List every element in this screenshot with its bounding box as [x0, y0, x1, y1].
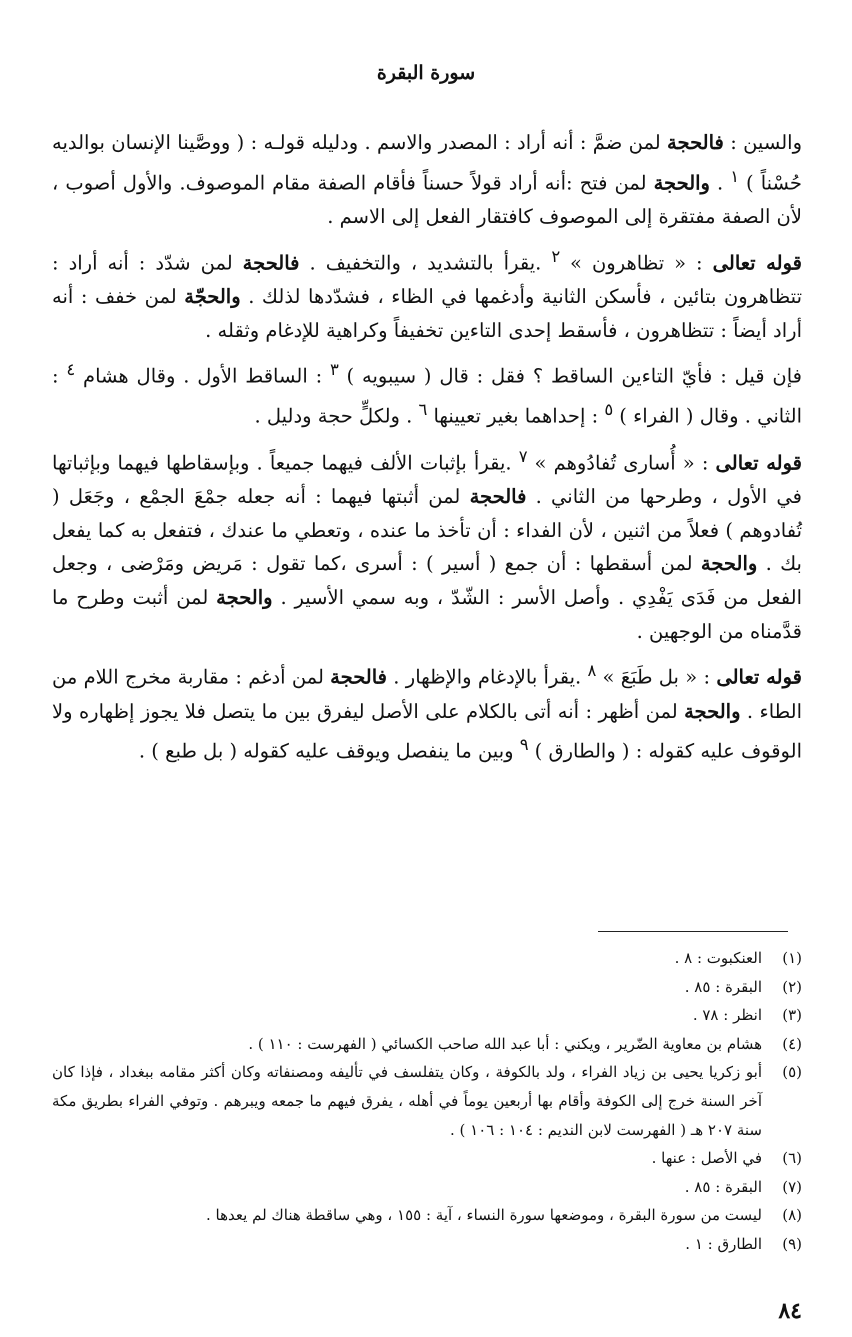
- keyword-hujja: فالحجة: [242, 251, 300, 275]
- footnote-6: [52, 1144, 802, 1173]
- keyword-hujja: والحجة: [700, 552, 758, 576]
- footnote-text: هشام بن معاوية الضّرير ، ويكني : أبا عبد الله صاحب الكسائي ( الفهرست : ١١٠ ) .: [248, 1034, 762, 1053]
- footnote-text: الطارق : ١ .: [685, 1234, 762, 1253]
- footnote-2: [52, 973, 802, 1002]
- footnote-text: أبو زكريا يحيى بن زياد الفراء ، ولد بالكوفة ، وكان يتفلسف في تأليفه ومصنفاته وكان أكثر مقامه ببغداد ، فإذا كان آخر السنة خرج إلى الكوفة وأقام بها أربعين يوماً في أهله ، يفرق فيهم ما جمعه ويبرهم . وتوفي الفراء بطريق مكة سنة ٢٠٧ هـ ( الفهرست لابن النديم : ١٠٤ : ١٠٦ ) .: [52, 1063, 762, 1139]
- keyword-hujja: والحجة: [684, 699, 741, 723]
- keyword-hujja: والحجة: [653, 171, 710, 195]
- footnote-ref: ٥: [604, 400, 614, 420]
- paragraph-2: قوله تعالى : « تظاهرون » $^٢$ .يقرأ بالتشديد ، والتخفيف . فالحجة لمن شدّد : أنه أراد : تتظاهرون بتائين ، فأسكن الثانية وأدغمها في الظاء ، فشدّدها لذلك . والحجّة لمن خفف : أنه أراد أيضاً : تتظاهرون ، فأسقط إحدى التاءين تخفيفاً وكراهية للإدغام وثقله .: [52, 246, 802, 342]
- keyword-hujja: فالحجة: [330, 665, 388, 689]
- footnote-divider: [598, 931, 788, 932]
- footnote-number: (٤): [782, 1034, 802, 1053]
- keyword-qawluhu: قوله تعالى: [712, 251, 802, 275]
- footnote-ref: ١: [730, 166, 739, 186]
- footnote-5: [52, 1058, 802, 1144]
- footnotes: [52, 944, 802, 1259]
- keyword-hujja: والحجّة: [184, 284, 241, 308]
- footnote-ref: ٣: [329, 360, 339, 380]
- footnote-ref: ٢: [551, 246, 561, 266]
- paragraph-5: قوله تعالى : « بل طَبَعَ » $^٨$ .يقرأ بالإدغام والإظهار . فالحجة لمن أدغم : مقاربة مخرج اللام من الطاء . والحجة لمن أظهر : أنه أتى بالكلام على الأصل ليفرق بين ما يتصل فلا يجوز إظهاره ولا الوقوف عليه كقوله : ( والطارق ) $^٩$ وبين ما ينفصل ويوقف عليه كقوله ( بل طبع ) .: [52, 661, 802, 763]
- footnote-number: (٦): [782, 1149, 802, 1168]
- footnote-ref: ٨: [587, 661, 597, 681]
- footnote-8: [52, 1201, 802, 1230]
- footnote-text: البقرة : ٨٥ .: [684, 1177, 762, 1196]
- footnote-text: في الأصل : عنها .: [651, 1149, 762, 1168]
- footnote-text: البقرة : ٨٥ .: [684, 977, 762, 996]
- paragraph-3: فإن قيل : فأيّ التاءين الساقط ؟ فقل : قال ( سيبويه ) $^٣$ : الساقط الأول . وقال هشام $^٤$ : الثاني . وقال ( الفراء ) $^٥$ : إحداهما بغير تعيينها $^٦$ . ولكلٍّ حجة ودليل .: [52, 360, 802, 428]
- footnote-number: (١): [782, 949, 802, 967]
- main-text: [52, 126, 802, 774]
- footnote-text: ليست من سورة البقرة ، وموضعها سورة النساء ، آية : ١٥٥ ، وهي ساقطة هناك لم يعدها .: [206, 1206, 762, 1225]
- footnote-ref: ٧: [518, 446, 528, 466]
- running-head-title: سورة البقرة: [376, 62, 476, 84]
- footnote-text: انظر : ٧٨ .: [692, 1006, 762, 1025]
- footnote-number: (٢): [782, 977, 802, 996]
- footnote-ref: ٦: [418, 400, 428, 420]
- footnote-number: (٨): [782, 1206, 802, 1225]
- footnote-number: (٧): [782, 1177, 802, 1196]
- keyword-hujja: فالحجة: [667, 131, 724, 154]
- footnote-number: (٩): [782, 1234, 802, 1253]
- paragraph-4: قوله تعالى : « أُسارى تُفادُوهم » $^٧$ .يقرأ بإثبات الألف فيهما جميعاً . وبإسقاطها فيهما وبإثباتها في الأول ، وطرحها من الثاني . فالحجة لمن أثبتها فيهما : أنه جعله جمْعَ الجمْع ، وجَعَل ( تُفادوهم ) فعلاً من اثنين ، لأن الفداء : أن تأخذ ما عنده ، وتعطي ما عندك ، فتفعل به كما يفعل بك . والحجة لمن أسقطها : أن جمع ( أسير ) : أسرى ،كما تقول : مَريض ومَرْضى ، وجعل الفعل من فَدَى يَفْدِي . وأصل الأسر : الشّدّ ، وبه سمي الأسير . والحجة لمن أثبت وطرح ما قدَّمناه من الوجهين .: [52, 446, 802, 643]
- footnote-1: [52, 944, 802, 973]
- footnote-9: [52, 1230, 802, 1259]
- keyword-qawluhu: قوله تعالى: [715, 451, 802, 475]
- footnote-ref: ٤: [66, 360, 76, 380]
- paragraph-1: والسين : فالحجة لمن ضمَّ : أنه أراد : المصدر والاسم . ودليله قولـه : ( ووصَّينا الإنسان بوالديه حُسْناً ) $^١$ . والحجة لمن فتح :أنه أراد قولاً حسناً فأقام الصفة مقام الموصوف. والأول أصوب ، لأن الصفة مفتقرة إلى الموصوف كافتقار الفعل إلى الاسم .: [52, 131, 802, 228]
- keyword-hujja: والحجة: [216, 585, 273, 609]
- footnote-text: العنكبوت : ٨ .: [674, 949, 762, 967]
- footnote-7: [52, 1173, 802, 1202]
- footnote-number: (٣): [782, 1006, 802, 1025]
- keyword-hujja: فالحجة: [469, 484, 527, 508]
- footnote-4: [52, 1030, 802, 1059]
- footnote-3: [52, 1001, 802, 1030]
- footnote-number: (٥): [782, 1063, 802, 1082]
- footnote-ref: ٩: [519, 735, 529, 755]
- keyword-qawluhu: قوله تعالى: [716, 665, 802, 689]
- page-number: ٨٤: [778, 1298, 802, 1324]
